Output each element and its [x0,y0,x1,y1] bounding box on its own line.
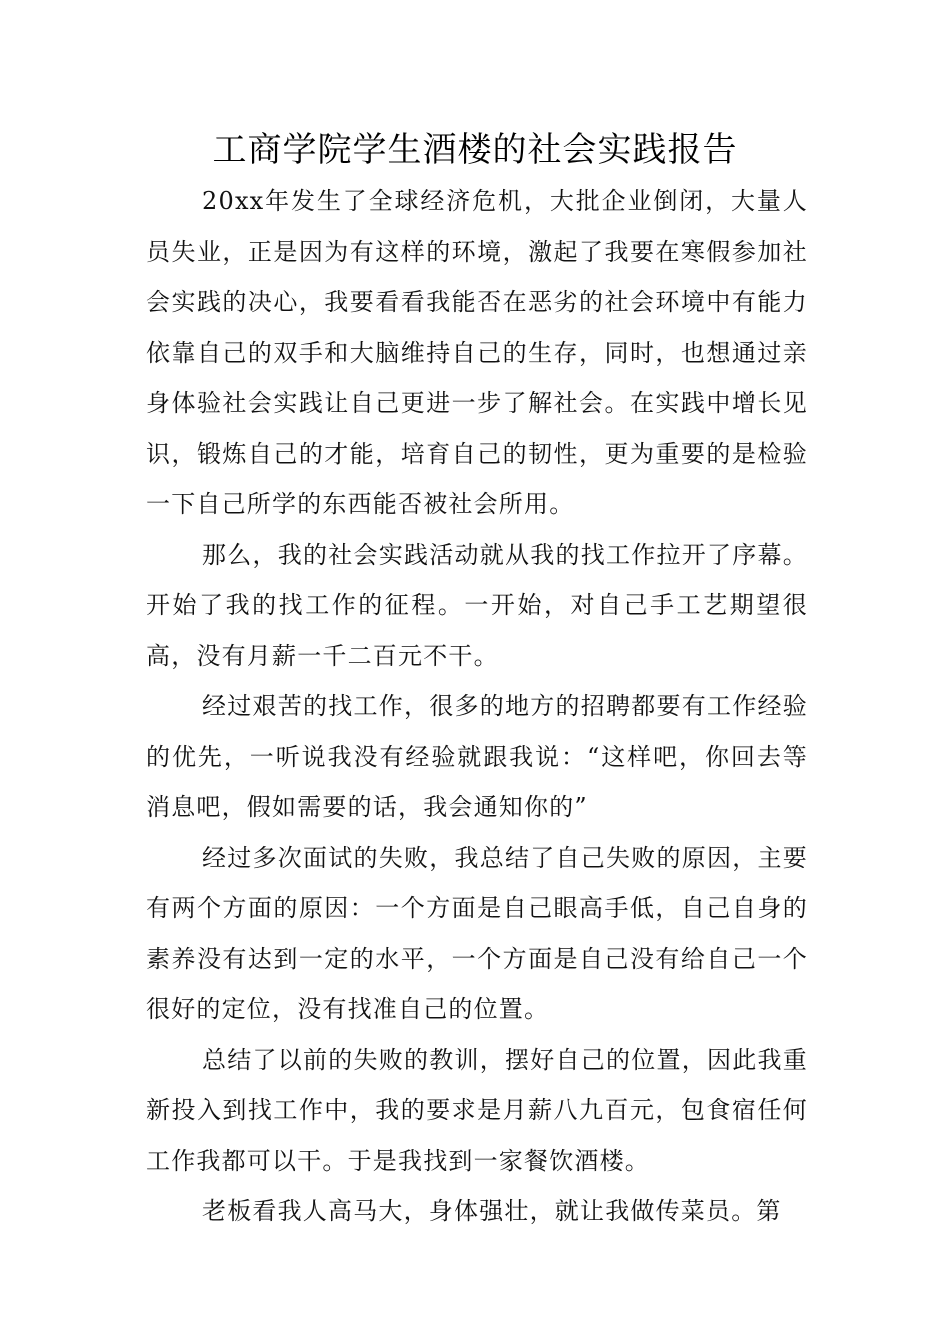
paragraph-5: 总结了以前的失败的教训，摆好自己的位置，因此我重新投入到找工作中，我的要求是月薪八九百元，包食宿任何工作我都可以干。于是我找到一家餐饮酒楼。 [146,1045,808,1175]
paragraph-1: 20xx年发生了全球经济危机，大批企业倒闭，大量人员失业，正是因为有这样的环境，激起了我要在寒假参加社会实践的决心，我要看看我能否在恶劣的社会环境中有能力依靠自己的双手和大脑维持自己的生存，同时，也想通过亲身体验社会实践让自己更进一步了解社会。在实践中增长见识，锻炼自己的才能，培育自己的韧性，更为重要的是检验一下自己所学的东西能否被社会所用。 [146,187,808,518]
document-body [146,176,808,1237]
paragraph-6: 老板看我人高马大，身体强壮，就让我做传菜员。第 [202,1197,782,1225]
paragraph-4: 经过多次面试的失败，我总结了自己失败的原因，主要有两个方面的原因：一个方面是自己眼高手低，自己自身的素养没有达到一定的水平，一个方面是自己没有给自己一个很好的定位，没有找准自己的位置。 [146,843,808,1023]
paragraph-3: 经过艰苦的找工作，很多的地方的招聘都要有工作经验的优先，一听说我没有经验就跟我说：“这样吧，你回去等消息吧，假如需要的话，我会通知你的” [146,692,808,821]
document-title: 工商学院学生酒楼的社会实践报告 [212,130,738,170]
paragraph-2: 那么，我的社会实践活动就从我的找工作拉开了序幕。开始了我的找工作的征程。一开始，对自己手工艺期望很高，没有月薪一千二百元不干。 [146,540,808,670]
